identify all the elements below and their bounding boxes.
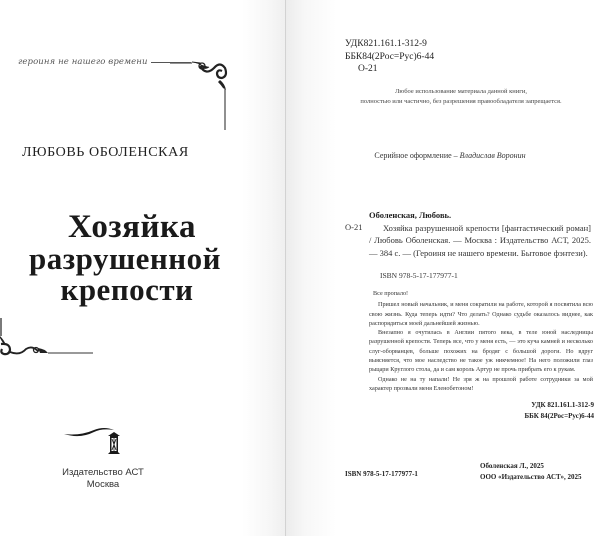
title-line-3: крепости — [60, 272, 194, 307]
copyright-page — [286, 0, 600, 536]
copyright-notice — [330, 87, 592, 107]
catalog-description: Хозяйка разрушенной крепости [фантастический роман] / Любовь Оболенская. — Москва : Издательство АСТ, 2025. — 384 с. — (Героиня не нашего времени. Бытовое фэнтези). — [369, 223, 591, 258]
footer-isbn: ISBN 978-5-17-177977-1 — [345, 470, 418, 478]
footer-copyright — [480, 461, 582, 482]
catalog-author: Оболенская, Любовь. — [369, 210, 452, 220]
author-name: ЛЮБОВЬ ОБОЛЕНСКАЯ — [22, 145, 189, 160]
series-name: героиня не нашего времени — [18, 57, 148, 67]
title-line-2: разрушенной — [28, 241, 222, 276]
corner-scroll-ornament-icon — [170, 58, 230, 130]
series-design-label: Серийное оформление – — [374, 151, 460, 160]
annotation-paragraph: Внезапно я очутилась в Англии пятого века, в теле юной наследницы разрушенной крепости. Теперь все, что у меня есть, — это куча камней и несколько слуг-оборванцев, больше похожих на бродяг с большой дороги. Но вдруг выясняется, что мое наследство не такое уж никчемное! На него положили глаз рыцари Круглого стола, да и сам король Артур не прочь прибрать его к рукам. — [369, 329, 593, 374]
lantern-logo-icon — [62, 422, 132, 462]
series-header — [18, 57, 191, 67]
udk-code-bottom: УДК 821.161.1-312-9 — [531, 401, 594, 409]
udk-code: УДК821.161.1-312-9 — [345, 39, 427, 49]
bbk-code: ББК84(2Рос=Рус)6-44 — [345, 51, 435, 62]
title-line-1: Хозяйка — [68, 209, 196, 245]
copyright-notice-line-1: Любое использование материала данной книги, — [394, 88, 528, 95]
author-mark: О-21 — [358, 64, 378, 74]
copyright-author: Оболенская Л., 2025 — [480, 462, 544, 470]
publisher-city: Москва — [86, 479, 120, 490]
copyright-notice-line-2: полностью или частично, без разрешения правообладателя запрещается. — [360, 98, 562, 105]
classification-codes-top — [345, 38, 434, 76]
book-title — [0, 209, 250, 307]
annotation-paragraph: Пришел новый начальник, и меня сократили на работе, которой я посвятила всю свою жизнь. Куда теперь идти? Что делать? Однако судьбе оказалось виднее, как распорядиться моей дальнейшей жизнью. — [369, 301, 593, 327]
bbk-code-bottom: ББК 84(2Рос=Рус)6-44 — [524, 411, 594, 420]
book-annotation — [369, 289, 593, 393]
title-page — [0, 0, 285, 536]
annotation-paragraph: Все пропало! — [373, 290, 409, 297]
corner-scroll-ornament-icon — [0, 318, 95, 358]
catalog-isbn: ISBN 978-5-17-177977-1 — [380, 271, 458, 280]
annotation-paragraph: Однако не на ту напали! Не зря ж на прошлой работе сотрудники за мой характер прозвали меня Еленобетоном! — [369, 375, 593, 392]
series-design-credit — [300, 151, 600, 160]
catalog-code: О-21 — [345, 222, 363, 232]
classification-codes-bottom — [470, 400, 594, 421]
copyright-publisher: ООО «Издательство АСТ», 2025 — [480, 472, 582, 481]
publisher-imprint — [38, 467, 168, 491]
publisher-name: Издательство АСТ — [62, 467, 144, 478]
series-designer: Владислав Воронин — [459, 151, 526, 160]
